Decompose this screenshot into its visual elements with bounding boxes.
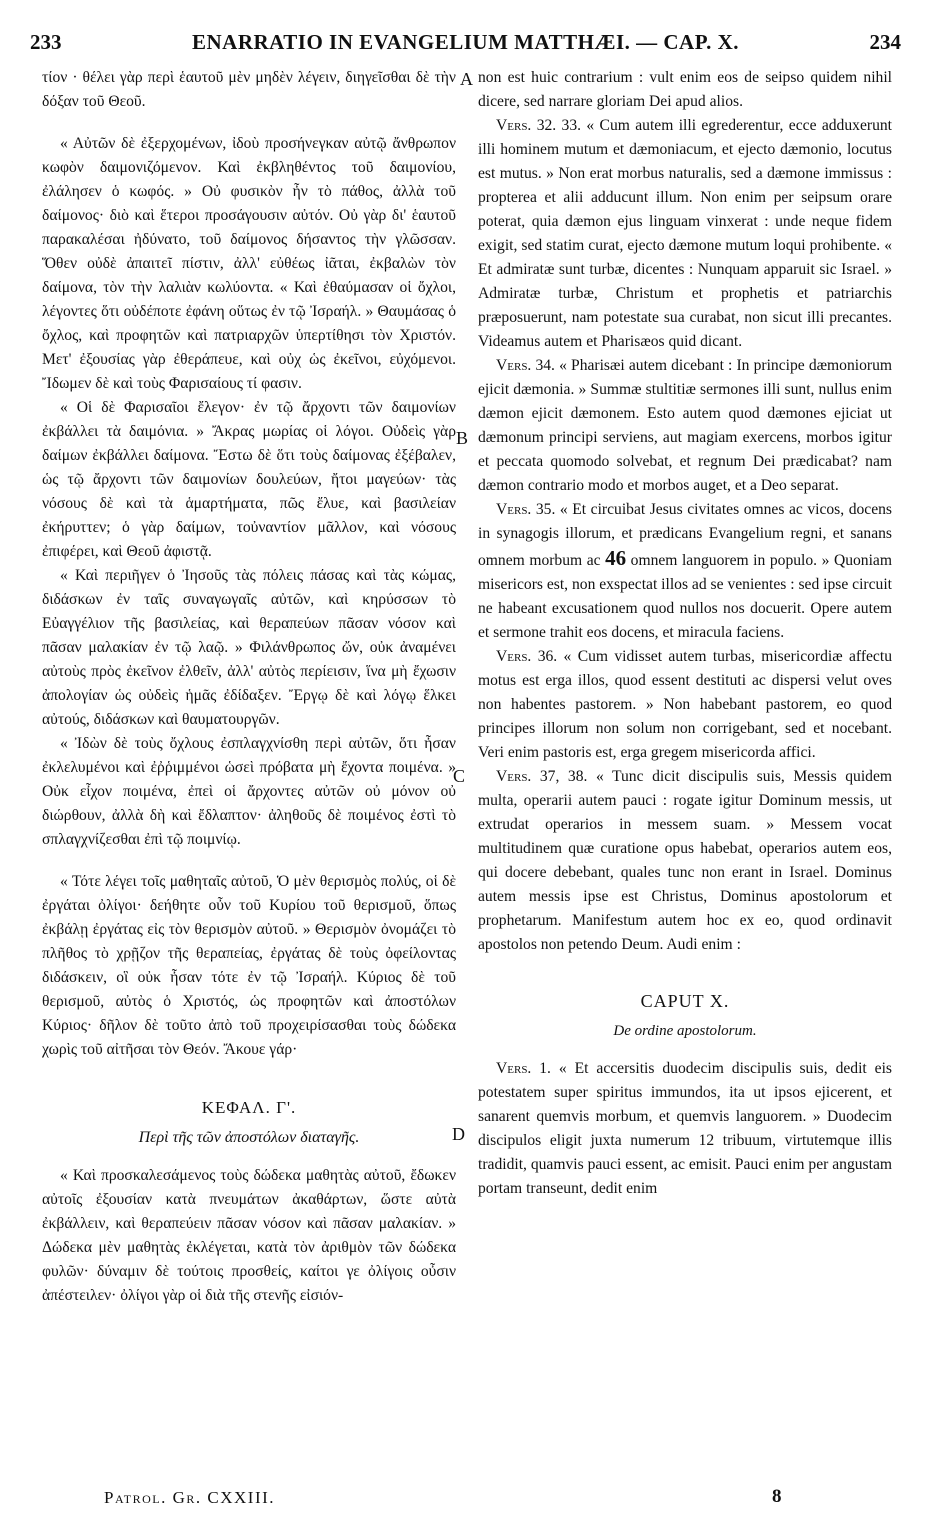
- margin-letter-d: D: [452, 1124, 465, 1144]
- greek-paragraph: « Καὶ περιῆγεν ὁ Ἰησοῦς τὰς πόλεις πάσας καὶ τὰς κώμας, διδάσκων ἐν ταῖς συναγωγαῖς αὐτῶν, καὶ κηρύσσων τὸ Εὐαγγέλιον τῆς βασιλείας, καὶ θεραπεύων πᾶσαν νόσον καὶ πᾶσαν μαλακίαν ἐν τῷ λαῷ. » Φιλάνθρωπος ὤν, οὐκ ἀναμένει αὐτοὺς πρὸς ἐκεῖνον ἐλθεῖν, ἀλλ' αὐτὸς περίεισιν, ἵνα μὴ ἔχωσιν ἀπολογίαν ὡς οὐδεὶς ἡμᾶς ἐδίδαξεν. Ἔργῳ δὲ καὶ λόγῳ ἕλκει αὐτούς, διδάσκων καὶ θαυματουργῶν.: [42, 567, 456, 728]
- latin-text: « Tunc dicit discipulis suis, Messis quidem multa, operarii autem pauci : rogate igitur Dominum messis, ut extrudat operarios in messem suam. » Messem vocat multitudinem quæ curatione opus habebat, operarios autem eos, qui docere debebant, quales tunc non erant in Israel. Dominus autem messis ipse est Christus, Dominus apostolorum et prophetarum. Manifestum autem hoc ex eo, quod ordinavit apostolos non petendo Deum. Audi enim :: [478, 768, 892, 953]
- greek-column: [42, 66, 456, 1308]
- greek-paragraph: « Καὶ προσκαλεσάμενος τοὺς δώδεκα μαθητὰς αὐτοῦ, ἔδωκεν αὐτοῖς ἐξουσίαν κατὰ πνευμάτων ἀκαθάρτων, ὥστε αὐτὰ ἐκβάλλειν, καὶ θεραπεύειν πᾶσαν νόσον καὶ πᾶσαν μαλακίαν. » Δώδεκα μὲν μαθητὰς ἐκλέγεται, κατὰ τὸν ἀριθμὸν τῶν δώδεκα φυλῶν· δύναμιν δὲ τούτοις προσθείς, καίτοι γε ὀλίγοις οὖσιν ἀπέστειλεν· ὀλίγοι γὰρ οἱ διὰ τῆς στενῆς εἰσιόν-: [42, 1167, 456, 1304]
- latin-paragraph: [478, 114, 892, 354]
- greek-paragraph: « Ἰδὼν δὲ τοὺς ὄχλους ἐσπλαγχνίσθη περὶ αὐτῶν, ὅτι ἦσαν ἐκλελυμένοι καὶ ἐῤῥιμμένοι ὡσεὶ πρόβατα μὴ ἔχοντα ποιμένα. » Οὐκ εἶχον ποιμένα, ἐπεὶ οἱ ἄρχοντες αὐτῶν οὐ μόνον οὐ διώρθουν, ἀλλὰ δὴ καὶ ἔδλαπτον· ἀληθοῦς δὲ ποιμένος ἐστὶ τὸ σπλαγχνίζεσθαι ἐπὶ τῷ ποιμνίῳ.: [42, 735, 456, 848]
- latin-paragraph: [478, 765, 892, 957]
- greek-chapter-title: ΚΕΦΑΛ. Γ'.: [201, 1098, 297, 1117]
- verse-label: Vers. 1.: [496, 1060, 551, 1077]
- latin-chapter-subtitle: De ordine apostolorum.: [613, 1023, 757, 1039]
- latin-text: « Cum autem illi egrederentur, ecce adduxerunt illi hominem mutum et dæmoniacum, et ejecto dæmonio, locutus est mutus. » Non erat morbus naturalis, sed a dæmone immissus : propterea et alii adducunt illum. Non enim per seipsum orare poterat, quia dæmon ejus linguam vinxerat : unde neque fidem exigit, sed statim curat, ejecto dæmone mutum loqui prohibente. « Et admiratæ sunt turbæ, dicentes : Nunquam apparuit sic Israel. » Admiratæ turbæ, Christum et prophetis et patriarchis præposuerunt, nam potestate sua curabat, non sicut illi precantes. Videamus autem et Pharisæos quid dicant.: [478, 117, 892, 350]
- latin-paragraph: [478, 498, 892, 645]
- running-title: ENARRATIO IN EVANGELIUM MATTHÆI. — CAP. X.: [191, 30, 740, 54]
- footer-signature-number: 8: [772, 1486, 782, 1507]
- page-number-left: 233: [30, 30, 62, 54]
- column-number: 46: [605, 546, 627, 570]
- latin-text: « Pharisæi autem dicebant : In principe dæmoniorum ejicit dæmonia. » Summæ stultitiæ sermones illi sunt, nullus enim dæmon ejicit dæmonem. Esto autem quod dæmones ejiciat ut dæmonum principi serviens, aut magiam exercens, morbos igitur et peccata quomodo solvebat, et regnum Dei prædicabat? nam dæmon contrario modo et morbos auget, et a Deo separat.: [478, 357, 892, 494]
- running-header: [30, 30, 901, 60]
- verse-label: Vers. 35.: [496, 501, 556, 518]
- margin-letter-b: B: [456, 428, 469, 448]
- latin-paragraph: non est huic contrarium : vult enim eos de seipso quidem nihil dicere, sed narrare gloriam Dei apud alios.: [478, 69, 892, 110]
- verse-label: Vers. 32. 33.: [496, 117, 582, 134]
- verse-label: Vers. 37, 38.: [496, 768, 588, 785]
- page-number-right: 234: [869, 30, 901, 54]
- latin-text: omnem languorem in populo. » Quoniam misericors est, non exspectat illos ad se venientes : sed ipse circuit ne habeant excusationem quod nullos nos docuerit. Opere autem et sermone trahit eos docens, et miracula faciens.: [478, 552, 892, 641]
- latin-chapter-title: CAPUT X.: [640, 991, 730, 1011]
- margin-letter-a: A: [460, 69, 473, 89]
- latin-paragraph: [478, 354, 892, 498]
- footer-series-label: Patrol. Gr. CXXIII.: [104, 1488, 276, 1507]
- latin-paragraph: [478, 1057, 892, 1201]
- latin-column: [478, 66, 892, 1201]
- latin-text: « Et circuibat Jesus civitates omnes ac vicos, docens in synagogis illorum, et prædicans Evangelium regni, et sanans omnem morbum ac: [478, 501, 892, 569]
- latin-paragraph: [478, 645, 892, 765]
- latin-text: « Et accersitis duodecim discipulis suis, dedit eis potestatem super spiritus immundos, ita ut ipsos ejicerent, et sanarent quemvis morbum, et quemvis languorem. » Duodecim discipulos eligit juxta numerum 12 tribuum, virtutemque illis tradidit, quamvis pauci essent, ac emisit. Pauci enim per angustam portam transeunt, dedit enim: [478, 1060, 892, 1197]
- margin-letter-c: C: [453, 766, 466, 786]
- greek-paragraph: « Οἱ δὲ Φαρισαῖοι ἔλεγον· ἐν τῷ ἄρχοντι τῶν δαιμονίων ἐκβάλλει τὰ δαιμόνια. » Ἄκρας μωρίας οἱ λόγοι. Οὐδεὶς γὰρ δαίμων ἐκβάλλει δαίμονα. Ἔστω δὲ ὅτι τοὺς δαίμονας ἐξέβαλεν, ὡς τῷ ἄρχοντι τῶν δαιμονίων δουλεύων, ἤτοι μαγεύων· τὰς νόσους δὲ καὶ τὰ ἁμαρτήματα, πῶς ἔλυε, καὶ βασιλείαν ἐκήρυττεν; ὁ γὰρ δαίμων, τοὐναντίον μᾶλλον, καὶ νόσους ἐπιφέρει, καὶ Θεοῦ ἀφιστᾷ.: [42, 399, 456, 560]
- greek-paragraph: τίον · θέλει γὰρ περὶ ἑαυτοῦ μὲν μηδὲν λέγειν, διηγεῖσθαι δὲ τὴν δόξαν τοῦ Θεοῦ.: [42, 69, 456, 110]
- verse-label: Vers. 36.: [496, 648, 558, 665]
- greek-paragraph: « Αὐτῶν δὲ ἐξερχομένων, ἰδοὺ προσήνεγκαν αὐτῷ ἄνθρωπον κωφὸν δαιμονιζόμενον. Καὶ ἐκβληθέντος τοῦ δαιμονίου, ἐλάλησεν ὁ κωφός. » Οὐ φυσικὸν ἦν τὸ πάθος, ἀλλὰ τοῦ δαίμονος· διὸ καὶ ἕτεροι προσάγουσιν αὐτόν. Οὐ γὰρ δι' ἑαυτοῦ παρακαλέσαι ἠδύνατο, τοῦ δαίμονος δήσαντος τὴν γλῶσσαν. Ὅθεν οὐδὲ ἀπαιτεῖ πίστιν, ἀλλ' εὐθέως ἰᾶται, ἐκβαλὼν τὸν δαίμονα, τὸν τὴν λαλιὰν κωλύοντα. « Καὶ ἐθαύμασαν οἱ ὄχλοι, λέγοντες ὅτι οὐδέποτε ἐφάνη οὕτως ἐν τῷ Ἰσραήλ. » Θαυμάσας ὁ ὄχλος, καὶ προφητῶν καὶ πατριαρχῶν ὑπερτίθησι τὸν Χριστόν. Μετ' ἐξουσίας γὰρ ἐθεράπευε, καὶ οὐχ ὡς ἐκεῖνοι, εὐχόμενοι. Ἴδωμεν δὲ καὶ τοὺς Φαρισαίους τί φασιν.: [42, 135, 456, 392]
- greek-paragraph: « Τότε λέγει τοῖς μαθηταῖς αὐτοῦ, Ὁ μὲν θερισμὸς πολύς, οἱ δὲ ἐργάται ὀλίγοι· δεήθητε οὖν τοῦ Κυρίου τοῦ θερισμοῦ, ὅπως ἐκβάλῃ ἐργάτας εἰς τὸν θερισμὸν αὐτοῦ. » Θερισμὸν ὀνομάζει τὸ πλῆθος τὸ χρῇζον τῆς θεραπείας, ἐργάτας δὲ τοὺς ὀφείλοντας διδάσκειν, οἳ οὐκ ἦσαν τότε ἐν τῷ Ἰσραήλ. Κύριος δὲ τοῦ θερισμοῦ, αὐτὸς ὁ Χριστός, ὡς προφητῶν καὶ ἀποστόλων Κύριος· δῆλον δὲ τοῦτο ἀπὸ τοῦ προχειρίσασθαι τοὺς δώδεκα χωρὶς τοῦ αἰτῆσαι τὸν Θεόν. Ἄκουε γάρ·: [42, 873, 456, 1058]
- greek-chapter-subtitle: Περὶ τῆς τῶν ἀποστόλων διαταγῆς.: [138, 1129, 360, 1146]
- latin-text: « Cum vidisset autem turbas, misericordiæ affectu motus est erga illos, quod essent destituti ac dispersi velut oves non habentes pastorem. » Non habebant pastorem, eo quod principes illorum non solum non corrigebant, sed et nocebant. Veri enim pastoris est, erga gregem misericorda affici.: [478, 648, 892, 761]
- verse-label: Vers. 34.: [496, 357, 555, 374]
